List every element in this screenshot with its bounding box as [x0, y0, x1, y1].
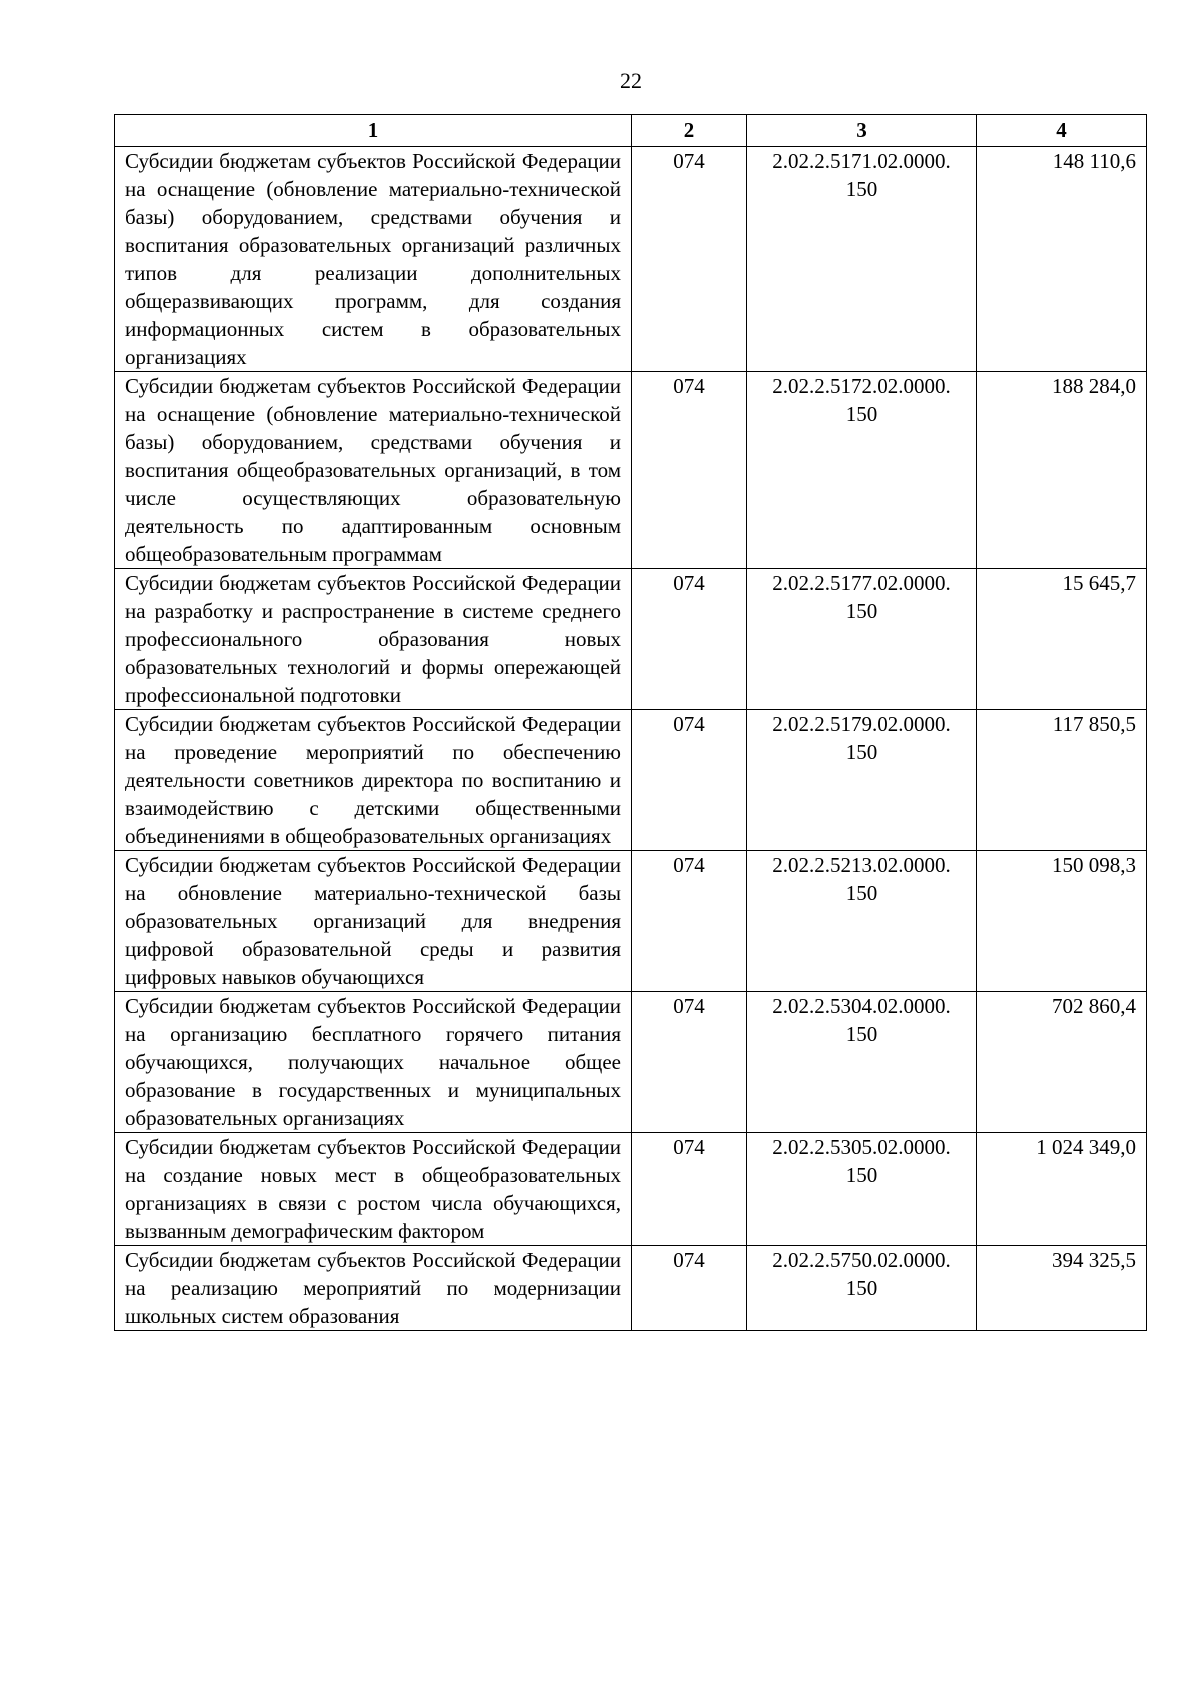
budget-code-line2: 150 — [845, 402, 878, 426]
budget-code-line1: 2.02.2.5179.02.0000. — [772, 712, 951, 736]
row-admin-code: 074 — [632, 992, 747, 1133]
column-header-3: 3 — [747, 115, 977, 147]
page-number: 22 — [620, 68, 642, 93]
row-budget-code — [747, 569, 977, 710]
budget-code-line1: 2.02.2.5172.02.0000. — [772, 374, 951, 398]
row-amount: 15 645,7 — [977, 569, 1147, 710]
table-row — [115, 372, 1147, 569]
row-budget-code — [747, 992, 977, 1133]
budget-code-line2: 150 — [845, 881, 878, 905]
row-amount: 150 098,3 — [977, 851, 1147, 992]
table-row — [115, 1246, 1147, 1331]
column-header-2: 2 — [632, 115, 747, 147]
row-budget-code — [747, 147, 977, 372]
budget-code-line1: 2.02.2.5750.02.0000. — [772, 1248, 951, 1272]
row-name: Субсидии бюджетам субъектов Российской Федерации на организацию бесплатного горячего питания обучающихся, получающих начальное общее образование в государственных и муниципальных образовательных организациях — [115, 992, 632, 1133]
column-header-4: 4 — [977, 115, 1147, 147]
budget-code-line2: 150 — [845, 740, 878, 764]
row-admin-code: 074 — [632, 147, 747, 372]
row-name: Субсидии бюджетам субъектов Российской Федерации на реализацию мероприятий по модернизации школьных систем образования — [115, 1246, 632, 1331]
budget-code-line1: 2.02.2.5304.02.0000. — [772, 994, 951, 1018]
budget-code-line2: 150 — [845, 177, 878, 201]
budget-code-line2: 150 — [845, 1022, 878, 1046]
column-header-1: 1 — [115, 115, 632, 147]
row-name: Субсидии бюджетам субъектов Российской Федерации на оснащение (обновление материально-технической базы) оборудованием, средствами обучения и воспитания общеобразовательных организаций, в том числе осуществляющих образовательную деятельность по адаптированным основным общеобразовательным программам — [115, 372, 632, 569]
row-name: Субсидии бюджетам субъектов Российской Федерации на проведение мероприятий по обеспечению деятельности советников директора по воспитанию и взаимодействию с детскими общественными объединениями в общеобразовательных организациях — [115, 710, 632, 851]
row-admin-code: 074 — [632, 569, 747, 710]
row-admin-code: 074 — [632, 1133, 747, 1246]
budget-code-line1: 2.02.2.5171.02.0000. — [772, 149, 951, 173]
budget-code-line2: 150 — [845, 599, 878, 623]
row-amount: 394 325,5 — [977, 1246, 1147, 1331]
row-amount: 148 110,6 — [977, 147, 1147, 372]
table-row — [115, 569, 1147, 710]
budget-code-line2: 150 — [845, 1276, 878, 1300]
budget-code-line1: 2.02.2.5213.02.0000. — [772, 853, 951, 877]
row-budget-code — [747, 710, 977, 851]
table-header-row — [115, 115, 1147, 147]
row-budget-code — [747, 1246, 977, 1331]
row-admin-code: 074 — [632, 372, 747, 569]
row-budget-code — [747, 1133, 977, 1246]
table-row — [115, 710, 1147, 851]
row-admin-code: 074 — [632, 710, 747, 851]
row-budget-code — [747, 372, 977, 569]
row-name: Субсидии бюджетам субъектов Российской Федерации на создание новых мест в общеобразовательных организациях в связи с ростом числа обучающихся, вызванным демографическим фактором — [115, 1133, 632, 1246]
row-name: Субсидии бюджетам субъектов Российской Федерации на обновление материально-технической базы образовательных организаций для внедрения цифровой образовательной среды и развития цифровых навыков обучающихся — [115, 851, 632, 992]
budget-code-line1: 2.02.2.5305.02.0000. — [772, 1135, 951, 1159]
budget-code-line1: 2.02.2.5177.02.0000. — [772, 571, 951, 595]
row-amount: 117 850,5 — [977, 710, 1147, 851]
row-name: Субсидии бюджетам субъектов Российской Федерации на оснащение (обновление материально-технической базы) оборудованием, средствами обучения и воспитания образовательных организаций различных типов для реализации дополнительных общеразвивающих программ, для создания информационных систем в образовательных организациях — [115, 147, 632, 372]
row-name: Субсидии бюджетам субъектов Российской Федерации на разработку и распространение в системе среднего профессионального образования новых образовательных технологий и формы опережающей профессиональной подготовки — [115, 569, 632, 710]
row-amount: 188 284,0 — [977, 372, 1147, 569]
table-row — [115, 851, 1147, 992]
row-admin-code: 074 — [632, 851, 747, 992]
row-amount: 702 860,4 — [977, 992, 1147, 1133]
table-row — [115, 1133, 1147, 1246]
row-amount: 1 024 349,0 — [977, 1133, 1147, 1246]
row-admin-code: 074 — [632, 1246, 747, 1331]
budget-code-line2: 150 — [845, 1163, 878, 1187]
table-row — [115, 992, 1147, 1133]
budget-table — [114, 114, 1147, 1331]
table-row — [115, 147, 1147, 372]
row-budget-code — [747, 851, 977, 992]
